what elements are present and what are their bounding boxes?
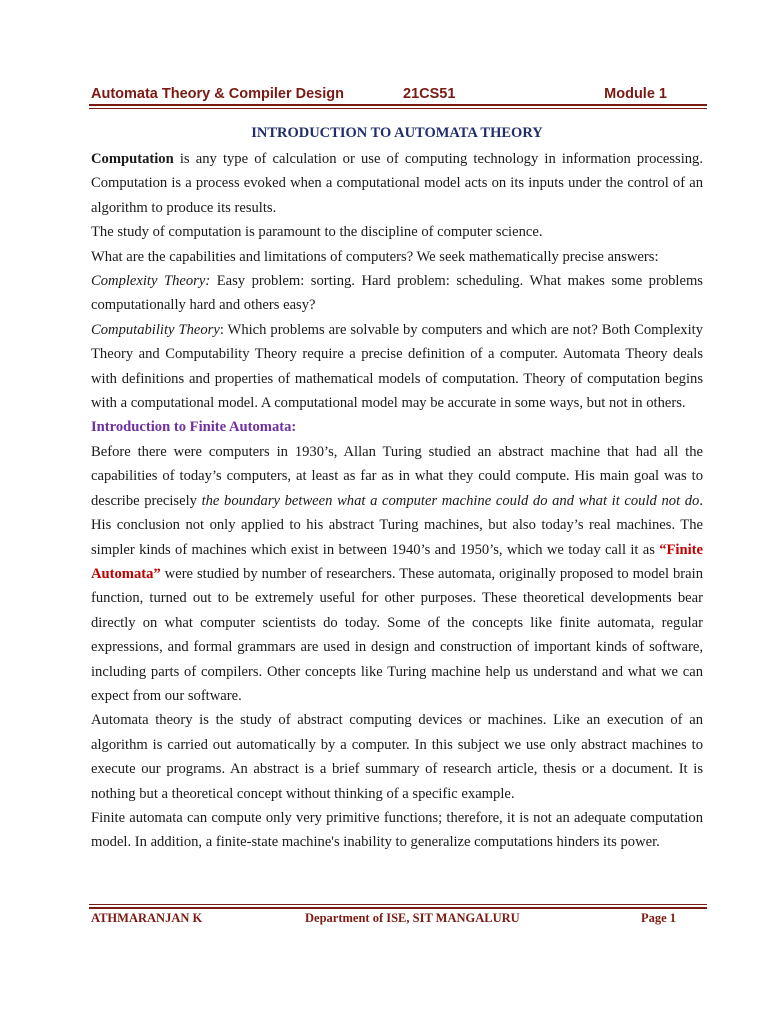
term-complexity-theory: Complexity Theory:: [91, 273, 211, 290]
page-title: INTRODUCTION TO AUTOMATA THEORY: [251, 125, 543, 141]
paragraph-text: Before there were computers in 1930’s, Allan Turing studied an abstract machine that had all the capabilities of today’s computers, at least as far as in what they could compute. His main goal was to describe precisely: [91, 443, 703, 509]
italic-phrase: the boundary between what a computer machine could do and what it could not do: [201, 492, 700, 509]
paragraph-finite-automata: Finite automata can compute only very primitive functions; therefore, it is not an adequate computation model. In addition, a finite-state machine's inability to generalize computations hinders its power.: [91, 809, 703, 851]
term-computability-theory: Computability Theory: [91, 321, 220, 338]
paragraph-computability: [91, 318, 703, 416]
footer-rule-thick: [89, 907, 707, 909]
header-rule-thin: [89, 108, 707, 109]
course-code: 21CS51: [403, 86, 456, 102]
paragraph-text: : Which problems are solvable by computers and which are not? Both Complexity Theory and Computability Theory require a precise definition of a computer. Automata Theory deals with definitions and properties of mathematical models of computation. Theory of computation begins with a computational model. A computational model may be accurate in some ways, but not in others.: [91, 321, 703, 412]
paragraph-study: The study of computation is paramount to the discipline of computer science.: [91, 224, 543, 241]
course-title: Automata Theory & Compiler Design: [91, 86, 344, 102]
paragraph-text: is any type of calculation or use of computing technology in information processing. Computation is a process evoked when a computational model acts on its inputs under the control of an algorithm to produce its results.: [91, 151, 703, 216]
paragraph-question: What are the capabilities and limitations of computers? We seek mathematically precise answers:: [91, 248, 659, 265]
paragraph-automata-theory: Automata theory is the study of abstract computing devices or machines. Like an execution of an algorithm is carried out automatically by a computer. In this subject we use only abstract machines to execute our programs. An abstract is a brief summary of research article, thesis or a document. It is nothing but a theoretical concept without thinking of a specific example.: [91, 712, 703, 802]
paragraph-computation: [91, 147, 703, 220]
term-computation: Computation: [91, 151, 174, 167]
page-body: [91, 121, 703, 855]
paragraph-text: . His conclusion not only applied to his abstract Turing machines, but also today’s real machines. The simpler kinds of machines which exist in between 1940’s and 1950’s, which we today call it as: [91, 492, 704, 558]
paragraph-text: were studied by number of researchers. These automata, originally proposed to model brain function, turned out to be extremely useful for other purposes. These theoretical developments bear directly on what computer scientists do today. Some of the concepts like finite automata, regular expressions, and formal grammars are used in design and construction of important kinds of software, including parts of compilers. Other concepts like Turing machine help us understand and what we can expect from our software.: [91, 565, 703, 704]
paragraph-history: [91, 440, 703, 708]
header-rule-thick: [89, 104, 707, 106]
module-label: Module 1: [604, 86, 667, 102]
footer-author: ATHMARANJAN K: [91, 911, 203, 925]
footer-page-number: Page 1: [640, 911, 676, 925]
paragraph-complexity: [91, 269, 703, 318]
footer-department: Department of ISE, SIT MANGALURU: [305, 911, 520, 925]
section-heading: Introduction to Finite Automata:: [91, 419, 297, 436]
highlight-finite-automata: “Finite Automata”: [91, 541, 703, 582]
paragraph-text: Easy problem: sorting. Hard problem: scheduling. What makes some problems computationally hard and others easy?: [91, 273, 703, 314]
footer-rule-thin: [89, 904, 707, 905]
